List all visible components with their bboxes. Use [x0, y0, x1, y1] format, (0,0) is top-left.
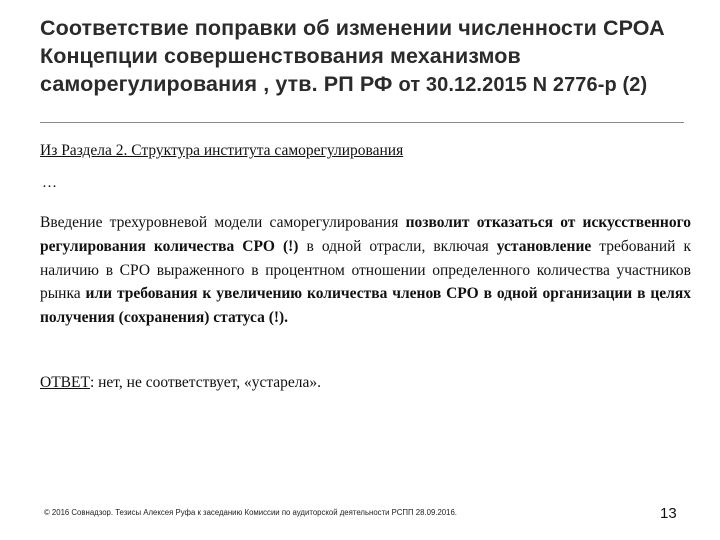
page-number: 13 — [660, 505, 677, 522]
answer-label: ОТВЕТ — [40, 374, 90, 391]
body-segment: требований к наличию в СРО выраженного в процентном отношении определенного количества участников рынка — [40, 237, 691, 303]
body-segment: в одной отрасли, включая — [298, 237, 497, 255]
slide-title — [40, 14, 712, 99]
answer-text: : нет, не соответствует, «устарела». — [89, 374, 322, 391]
title-divider — [40, 122, 684, 123]
footer-copyright: © 2016 Совнадзор. Тезисы Алексея Руфа к заседанию Комиссии по аудиторской деятельности РСПП 28.09.2016. — [44, 508, 457, 517]
body-paragraph — [40, 211, 691, 330]
title-document-reference: от 30.12.2015 N 2776-р (2) — [398, 74, 648, 96]
section-heading: Из Раздела 2. Структура института саморегулирования — [40, 142, 404, 159]
title-line-3 — [40, 70, 712, 99]
body-segment-bold: или требования к увеличению количества членов СРО в одной организации в целях получения (сохранения) статуса (!). — [40, 285, 691, 327]
title-line-3-text: саморегулирования , утв. РП РФ — [40, 72, 399, 96]
body-segment-bold: установление — [496, 237, 592, 255]
title-line-1: Соответствие поправки об изменении численности СРОА — [40, 16, 665, 40]
body-segment-bold: позволит отказаться от искусственного регулирования количества СРО (!) — [40, 214, 691, 255]
title-line-2: Концепции совершенствования механизмов — [40, 44, 521, 68]
ellipsis: … — [42, 175, 57, 191]
answer-line — [40, 373, 321, 393]
body-segment: Введение трехуровневой модели саморегулирования — [40, 214, 406, 231]
